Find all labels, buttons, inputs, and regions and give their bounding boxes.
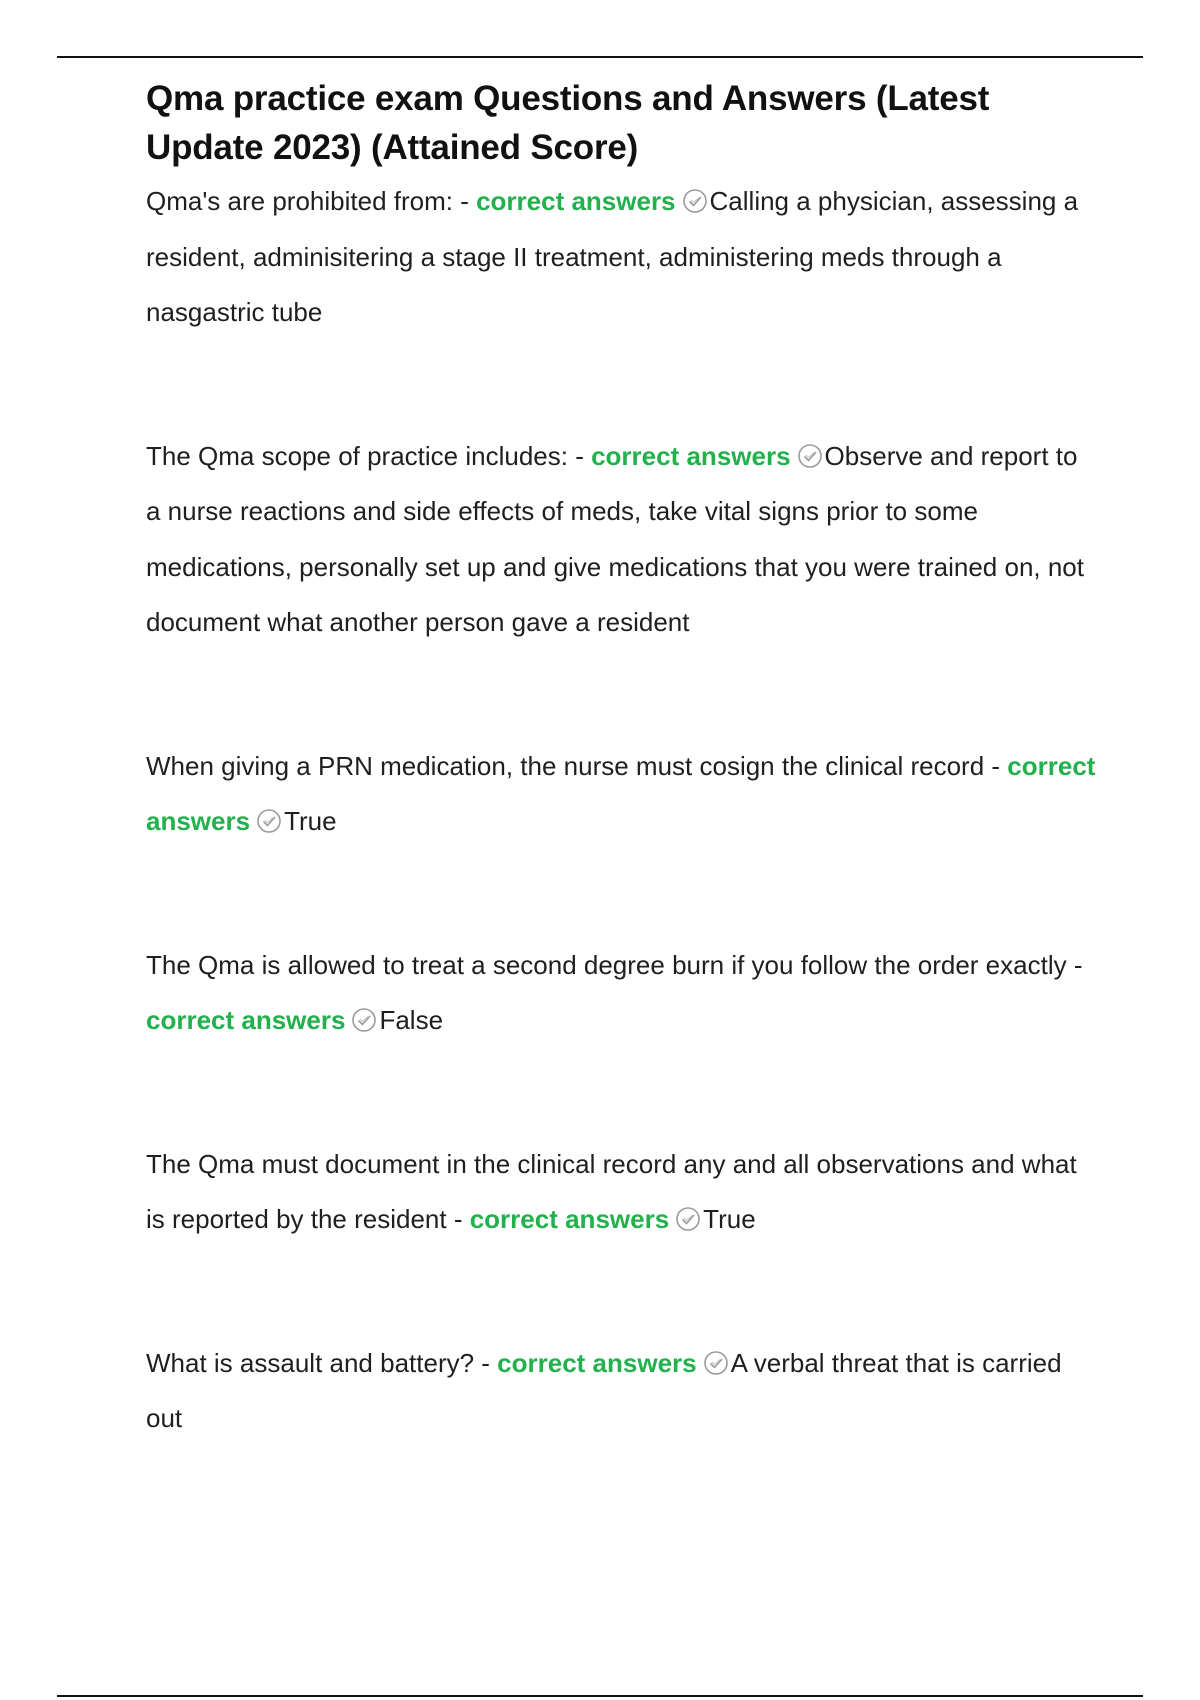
qa-item [146, 1137, 1096, 1248]
answer-text: True [284, 806, 337, 836]
correct-answers-label: correct answers [591, 440, 791, 471]
answer-text: Observe and report to a nurse reactions and side effects of meds, take vital signs prior to some medications, personally set up and give medications that you were trained on, not document what another person gave a resident [146, 440, 1084, 637]
question-text: Qma's are prohibited from: - [146, 186, 477, 216]
correct-answers-label: correct answers [146, 750, 1096, 836]
correct-answers-label: correct answers [146, 1005, 346, 1035]
correct-answers-label: correct answers [469, 1204, 670, 1234]
qa-item [146, 739, 1096, 850]
check-circle-icon [351, 1007, 377, 1033]
top-rule [57, 56, 1143, 58]
correct-answers-label: correct answers [497, 1347, 697, 1378]
answer-text: Calling a physician, assessing a resident, adminisitering a stage II treatment, administering meds through a nasgastric tube [146, 186, 1079, 327]
qa-item [146, 938, 1096, 1049]
check-circle-icon [797, 443, 823, 469]
question-text: When giving a PRN medication, the nurse must cosign the clinical record - [146, 750, 1008, 781]
qa-item [146, 1336, 1096, 1447]
document-body [146, 74, 1096, 1447]
document-title: Qma practice exam Questions and Answers (Latest Update 2023) (Attained Score) [146, 79, 990, 167]
check-circle-icon [256, 808, 282, 834]
question-text: The Qma scope of practice includes: - [146, 440, 592, 471]
question-text: The Qma is allowed to treat a second degree burn if you follow the order exactly - [146, 949, 1083, 980]
answer-text: A verbal threat that is carried out [146, 1347, 1062, 1433]
qa-item [146, 429, 1096, 651]
check-circle-icon [703, 1350, 729, 1376]
check-circle-icon [675, 1206, 701, 1232]
check-circle-icon [682, 188, 708, 214]
question-text: The Qma must document in the clinical record any and all observations and what is reported by the resident - [146, 1148, 1077, 1234]
answer-text: True [703, 1204, 756, 1234]
answer-text: False [379, 1005, 444, 1035]
question-text: What is assault and battery? - [146, 1347, 498, 1378]
qa-item [146, 174, 1096, 341]
bottom-rule [57, 1695, 1143, 1697]
correct-answers-label: correct answers [476, 186, 676, 216]
